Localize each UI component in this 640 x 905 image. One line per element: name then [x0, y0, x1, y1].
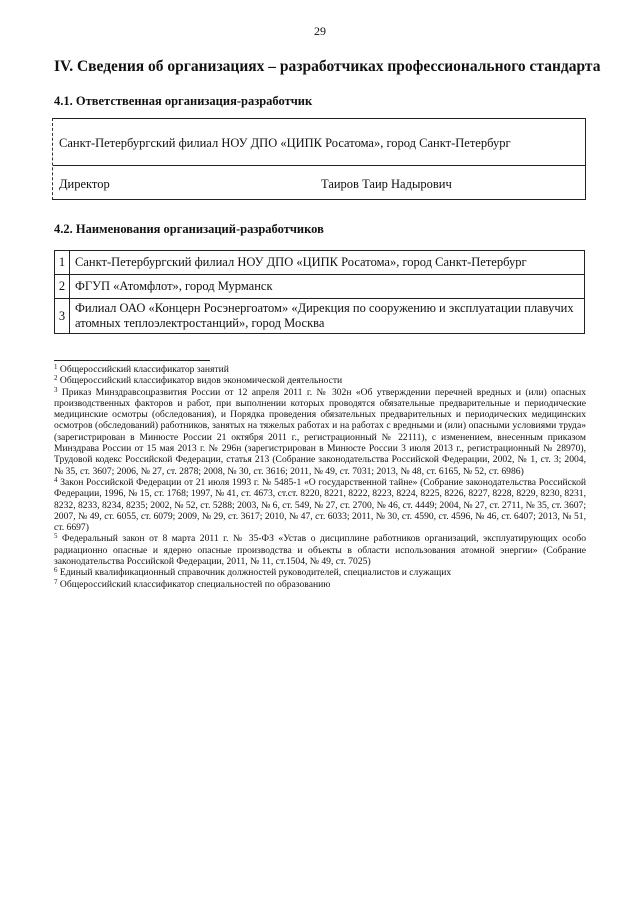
footnote	[54, 533, 586, 567]
footnote-text: Общероссийский классификатор специальностей по образованию	[59, 578, 331, 590]
footnote-text: Общероссийский классификатор занятий	[59, 364, 229, 375]
table-row	[55, 299, 585, 334]
developer-org-name: Санкт-Петербургский филиал НОУ ДПО «ЦИПК Росатома», город Санкт-Петербург	[70, 251, 585, 275]
footnote-text: Федеральный закон от 8 марта 2011 г. № 35-ФЗ «Устав о дисциплине работников организаций, эксплуатирующих особо радиационно опасные и ядерно опасные производства и объекты в области использования атомной энергии» (Собрание законодательства Российской Федерации, 2011, № 11, ст.1504, № 49, ст. 7025)	[54, 533, 586, 568]
responsible-org-table	[52, 118, 586, 200]
row-number: 3	[55, 299, 70, 334]
footnote	[54, 387, 586, 477]
footnote-mark: 3	[54, 385, 58, 394]
footnotes	[54, 364, 586, 590]
footnote	[54, 364, 586, 375]
table-row	[55, 275, 585, 299]
footnote-mark: 5	[54, 532, 58, 541]
footnote-separator	[54, 360, 210, 361]
footnote-text: Приказ Минздравсоцразвития России от 12 апреля 2011 г. № 302н «Об утверждении перечней вредных и (или) опасных производственных факторов и работ, при выполнении которых проводятся обязательные предварительные и периодические медицинские осмотры (обследования), и Порядка проведения обязательных предварительных и периодических медицинских осмотров (обследований) работников, занятых на тяжелых работах и на работах с вредными и (или) опасными условиями труда» (зарегистрирован в Минюсте России 21 октября 2011 г., регистрационный № 22111), с изменением, внесенным приказом Минздрава России от 15 мая 2013 г. № 296н (зарегистрирован в Минюсте России 3 июля 2013 г., регистрационный № 28970), Трудовой кодекс Российской Федерации, статья 213 (Собрание законодательства Российской Федерации, 2002, № 1, ст. 3; 2004, № 35, ст. 3607; 2006, № 27, ст. 2878; 2008, № 30, ст. 3616; 2011, № 49, ст. 7031; 2013, № 48, ст. 6165, № 52, ст. 6986)	[54, 386, 586, 477]
row-number: 2	[55, 275, 70, 299]
footnote-mark: 6	[54, 566, 58, 575]
footnote-text: Закон Российской Федерации от 21 июля 1993 г. № 5485-1 «О государственной тайне» (Собрание законодательства Российской Федерации, 1996, № 15, ст. 1768; 1997, № 41, ст. 4673, ст.ст. 8220, 8221, 8222, 8223, 8224, 8225, 8226, 8227, 8228, 8229, 8230, 8231, 8232, 8233, 8234, 8235; 2002, № 52, ст. 5288; 2003, № 6, ст. 549, № 27, ст. 2700, № 46, ст. 4449; 2004, № 27, ст. 2711, № 35, ст. 3607; 2007, № 49, ст. 6055, ст. 6079; 2009, № 29, ст. 3617; 2010, № 47, ст. 6033; 2011, № 30, ст. 4590, ст. 4596, № 46, ст. 6407; 2013, № 51, ст. 6697)	[54, 476, 587, 534]
responsible-org-heading: 4.1. Ответственная организация-разработчик	[54, 94, 313, 108]
footnote-mark: 1	[54, 363, 58, 371]
developer-orgs-heading: 4.2. Наименования организаций-разработчиков	[54, 222, 324, 236]
table-row	[55, 251, 585, 275]
responsible-org-name: Санкт-Петербургский филиал НОУ ДПО «ЦИПК Росатома», город Санкт-Петербург	[59, 136, 511, 150]
footnote-mark: 2	[54, 374, 58, 383]
developer-org-name: Филиал ОАО «Концерн Росэнергоатом» «Дирекция по сооружению и эксплуатации плавучих атомных теплоэлектростанций», город Москва	[70, 299, 585, 334]
row-number: 1	[55, 251, 70, 275]
page-number: 29	[314, 24, 326, 38]
footnote-mark: 4	[54, 475, 58, 484]
developer-orgs-table	[54, 250, 585, 334]
footnote-text: Единый квалификационный справочник должностей руководителей, специалистов и служащих	[59, 567, 452, 579]
footnote	[54, 375, 586, 386]
responsible-person: Таиров Таир Надырович	[321, 177, 452, 191]
footnote	[54, 567, 586, 578]
responsible-position: Директор	[59, 177, 110, 191]
footnote	[54, 579, 586, 590]
footnote	[54, 477, 586, 533]
table-divider	[53, 165, 585, 166]
footnote-text: Общероссийский классификатор видов экономической деятельности	[59, 375, 343, 387]
section-title: IV. Сведения об организациях – разработчиках профессионального стандарта	[54, 58, 601, 75]
footnote-mark: 7	[54, 577, 58, 586]
developer-org-name: ФГУП «Атомфлот», город Мурманск	[70, 275, 585, 299]
